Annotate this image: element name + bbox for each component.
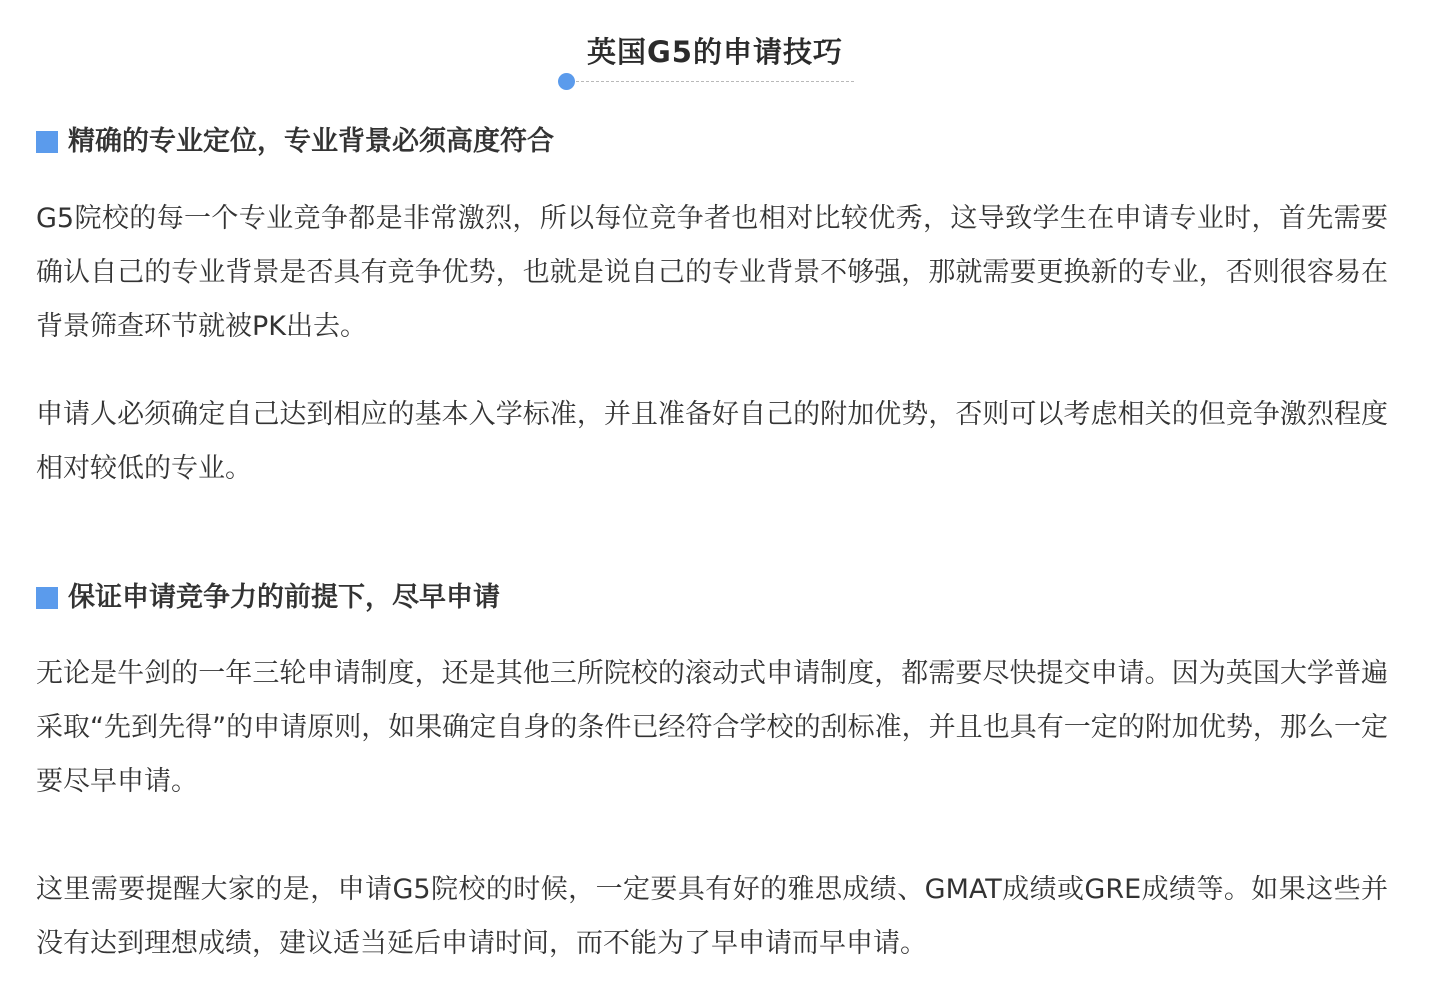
section-1-paragraph-2: 申请人必须确定自己达到相应的基本入学标准，并且准备好自己的附加优势，否则可以考虑相关的但竞争激烈程度相对较低的专业。 [36, 399, 1388, 484]
section-2-paragraph-1: 无论是牛剑的一年三轮申请制度，还是其他三所院校的滚动式申请制度，都需要尽快提交申请。因为英国大学普遍采取“先到先得”的申请原则，如果确定自身的条件已经符合学校的刮标准，并且也具有一定的附加优势，那么一定要尽早申请。 [36, 658, 1388, 797]
section-heading-text: 保证申请竞争力的前提下，尽早申请 [68, 582, 500, 613]
title-underline [558, 73, 854, 89]
heading-square-icon [36, 131, 58, 153]
section-1-paragraph-1: G5院校的每一个专业竞争都是非常激烈，所以每位竞争者也相对比较优秀，这导致学生在申请专业时，首先需要确认自己的专业背景是否具有竞争优势，也就是说自己的专业背景不够强，那就需要更换新的专业，否则很容易在背景筛查环节就被PK出去。 [36, 203, 1388, 342]
title-dashed-line [576, 81, 854, 82]
page-title: 英国G5的申请技巧 [587, 35, 843, 69]
section-2-paragraph-2: 这里需要提醒大家的是，申请G5院校的时候，一定要具有好的雅思成绩、GMAT成绩或GRE成绩等。如果这些并没有达到理想成绩，建议适当延后申请时间，而不能为了早申请而早申请。 [36, 874, 1388, 959]
heading-square-icon [36, 587, 58, 609]
section-heading-text: 精确的专业定位，专业背景必须高度符合 [68, 126, 554, 157]
section-heading-2 [36, 578, 500, 618]
section-heading-1 [36, 122, 554, 162]
title-dot-marker [558, 73, 575, 90]
page-title-wrap [0, 30, 1430, 74]
